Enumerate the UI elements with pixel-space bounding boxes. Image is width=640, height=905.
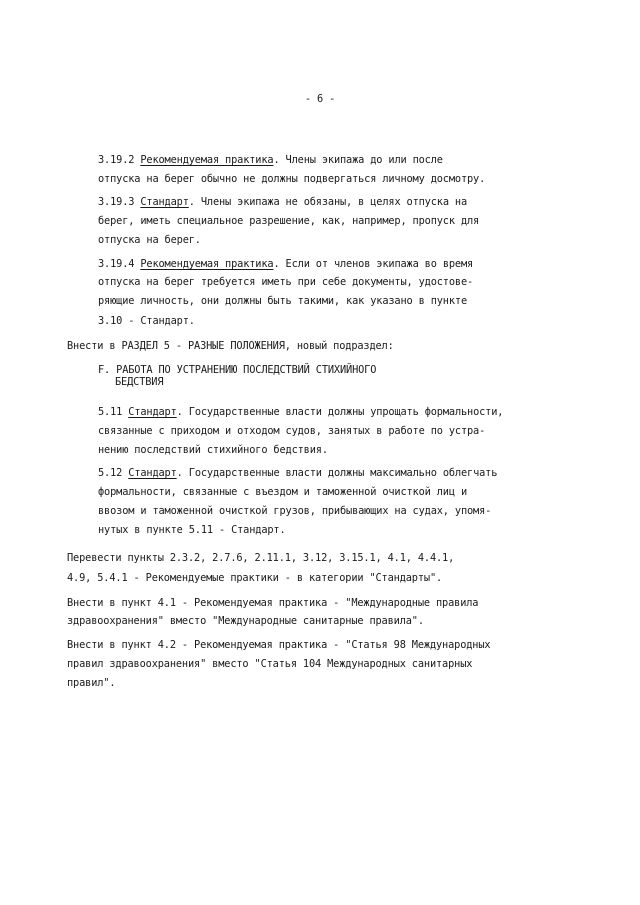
clause-text: . Государственные власти должны максимально облегчать	[176, 467, 498, 479]
page-number: - 6 -	[304, 93, 336, 105]
paragraph-3-19-4-line-2: отпуска на берег требуется иметь при себе документы, удостове-	[98, 276, 474, 288]
clause-number: 5.11	[98, 406, 123, 418]
clause-number: 3.19.3	[98, 196, 135, 208]
paragraph-5-11-line-2: связанные с приходом и отходом судов, занятых в работе по устра-	[98, 425, 486, 437]
clause-label: Стандарт	[128, 467, 177, 479]
insert-section-5: Внести в РАЗДЕЛ 5 - РАЗНЫЕ ПОЛОЖЕНИЯ, новый подраздел:	[67, 340, 394, 352]
insert-4-2-line-2: правил здравоохранения" вместо "Статья 104 Международных санитарных	[67, 658, 473, 670]
clause-number: 3.19.2	[98, 154, 135, 166]
paragraph-5-11-line-3: нению последствий стихийного бедствия.	[98, 444, 328, 456]
subsection-f-heading-line-2: БЕДСТВИЯ	[115, 376, 164, 388]
paragraph-5-12-line-4: нутых в пункте 5.11 - Стандарт.	[98, 524, 286, 536]
paragraph-5-12-line-1	[98, 467, 497, 480]
clause-label: Стандарт	[140, 196, 189, 208]
clause-text: . Государственные власти должны упрощать формальности,	[176, 406, 504, 418]
paragraph-3-19-4-line-1	[98, 258, 473, 271]
paragraph-3-19-3-line-2: берег, иметь специальное разрешение, как, например, пропуск для	[98, 215, 480, 227]
insert-4-2-line-3: правил".	[67, 677, 116, 689]
paragraph-3-19-3-line-3: отпуска на берег.	[98, 234, 201, 246]
subsection-f-heading-line-1: F. РАБОТА ПО УСТРАНЕНИЮ ПОСЛЕДСТВИЙ СТИХИЙНОГО	[98, 364, 377, 376]
clause-label: Стандарт	[128, 406, 177, 418]
paragraph-3-19-4-line-4: 3.10 - Стандарт.	[98, 315, 195, 327]
insert-4-2-line-1: Внести в пункт 4.2 - Рекомендуемая практика - "Статья 98 Международных	[67, 639, 491, 651]
clause-text: . Члены экипажа не обязаны, в целях отпуска на	[188, 196, 468, 208]
paragraph-3-19-2-line-2: отпуска на берег обычно не должны подвергаться личному досмотру.	[98, 173, 486, 185]
clause-number: 3.19.4	[98, 258, 135, 270]
transfer-paragraph-line-2: 4.9, 5.4.1 - Рекомендуемые практики - в категории "Стандарты".	[67, 572, 443, 584]
insert-4-1-line-2: здравоохранения" вместо "Международные санитарные правила".	[67, 615, 424, 627]
clause-text: . Члены экипажа до или после	[273, 154, 443, 166]
transfer-paragraph-line-1: Перевести пункты 2.3.2, 2.7.6, 2.11.1, 3.12, 3.15.1, 4.1, 4.4.1,	[67, 552, 455, 564]
paragraph-3-19-2-line-1	[98, 154, 443, 167]
paragraph-5-12-line-3: ввозом и таможенной очисткой грузов, прибывающих на судах, упомя-	[98, 505, 492, 517]
clause-label: Рекомендуемая практика	[140, 258, 274, 270]
clause-text: . Если от членов экипажа во время	[273, 258, 474, 270]
paragraph-3-19-3-line-1	[98, 196, 467, 209]
clause-label: Рекомендуемая практика	[140, 154, 274, 166]
paragraph-3-19-4-line-3: ряющие личность, они должны быть такими, как указано в пункте	[98, 295, 468, 307]
paragraph-5-12-line-2: формальности, связанные с въездом и таможенной очисткой лиц и	[98, 486, 468, 498]
clause-number: 5.12	[98, 467, 123, 479]
insert-4-1-line-1: Внести в пункт 4.1 - Рекомендуемая практика - "Международные правила	[67, 597, 479, 609]
paragraph-5-11-line-1	[98, 406, 503, 419]
